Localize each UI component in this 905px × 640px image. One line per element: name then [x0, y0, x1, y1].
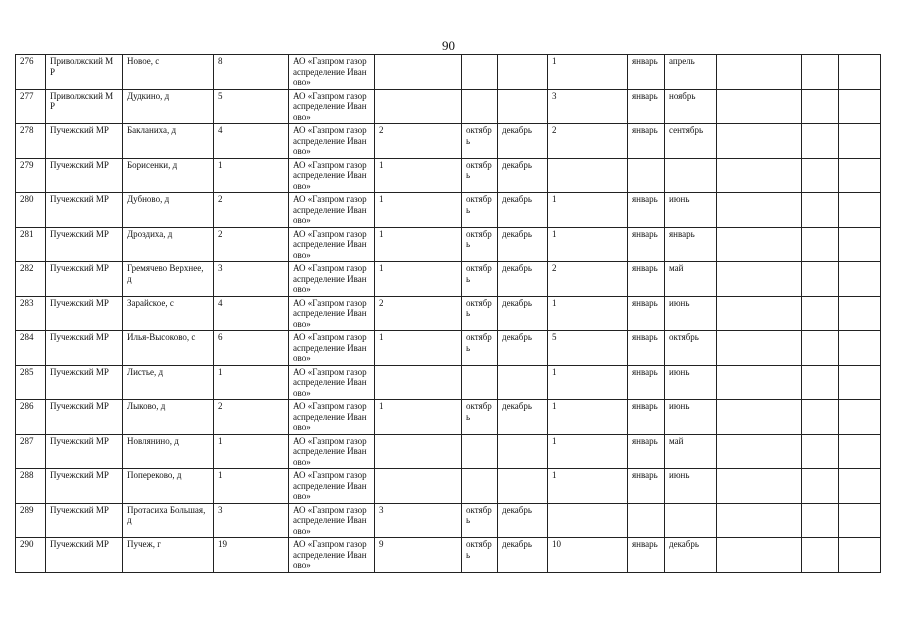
- table-cell: Пучежский МР: [46, 158, 123, 193]
- table-cell: 1: [375, 262, 462, 297]
- table-cell: Пучежский МР: [46, 124, 123, 159]
- table-cell: Пучежский МР: [46, 193, 123, 228]
- table-cell: январь: [628, 400, 665, 435]
- table-cell: октябрь: [462, 262, 498, 297]
- table-cell: октябрь: [462, 503, 498, 538]
- table-row: [16, 400, 881, 435]
- table-cell: 1: [375, 331, 462, 366]
- table-cell: Пучежский МР: [46, 296, 123, 331]
- table-cell: октябрь: [462, 400, 498, 435]
- table-cell: [375, 434, 462, 469]
- table-row: [16, 365, 881, 400]
- table-cell: [839, 262, 881, 297]
- table-cell: Пучежский МР: [46, 400, 123, 435]
- table-cell: 287: [16, 434, 46, 469]
- table-cell: Новлянино, д: [123, 434, 214, 469]
- table-cell: декабрь: [498, 227, 548, 262]
- table-cell: Бакланиха, д: [123, 124, 214, 159]
- table-cell: Дудкино, д: [123, 89, 214, 124]
- table-cell: [665, 503, 717, 538]
- table-cell: май: [665, 262, 717, 297]
- table-cell: [717, 262, 802, 297]
- table-cell: [839, 331, 881, 366]
- table-cell: 278: [16, 124, 46, 159]
- table-cell: [717, 296, 802, 331]
- table-cell: [628, 503, 665, 538]
- table-cell: [665, 158, 717, 193]
- table-cell: [717, 227, 802, 262]
- table-cell: декабрь: [498, 158, 548, 193]
- table-cell: [839, 469, 881, 504]
- table-cell: 1: [548, 400, 628, 435]
- table-cell: июнь: [665, 193, 717, 228]
- table-cell: [717, 503, 802, 538]
- table-cell: Приволжский МР: [46, 55, 123, 90]
- table-row: [16, 296, 881, 331]
- table-cell: июнь: [665, 365, 717, 400]
- table-cell: Пучежский МР: [46, 503, 123, 538]
- table-cell: январь: [628, 434, 665, 469]
- table-cell: Протасиха Большая, д: [123, 503, 214, 538]
- table-cell: 285: [16, 365, 46, 400]
- table-cell: 288: [16, 469, 46, 504]
- table-cell: АО «Газпром газораспределение Иваново»: [289, 503, 375, 538]
- table-cell: Пучежский МР: [46, 227, 123, 262]
- table-cell: [839, 158, 881, 193]
- table-cell: 283: [16, 296, 46, 331]
- table-row: [16, 262, 881, 297]
- table-cell: [802, 296, 839, 331]
- table-cell: декабрь: [665, 538, 717, 573]
- table-cell: 1: [375, 193, 462, 228]
- table-cell: АО «Газпром газораспределение Иваново»: [289, 124, 375, 159]
- table-cell: октябрь: [462, 193, 498, 228]
- table-cell: Гремячево Верхнее, д: [123, 262, 214, 297]
- table-cell: январь: [628, 55, 665, 90]
- table-cell: 3: [548, 89, 628, 124]
- table-cell: апрель: [665, 55, 717, 90]
- table-cell: 279: [16, 158, 46, 193]
- table-row: [16, 55, 881, 90]
- table-cell: АО «Газпром газораспределение Иваново»: [289, 55, 375, 90]
- table-cell: 1: [548, 227, 628, 262]
- table-cell: 4: [214, 296, 289, 331]
- table-cell: декабрь: [498, 503, 548, 538]
- table-cell: Пучежский МР: [46, 365, 123, 400]
- table-cell: январь: [628, 331, 665, 366]
- table-cell: [802, 193, 839, 228]
- table-cell: июнь: [665, 400, 717, 435]
- table-cell: [839, 89, 881, 124]
- table-cell: 5: [548, 331, 628, 366]
- table-cell: январь: [628, 89, 665, 124]
- table-cell: 3: [214, 503, 289, 538]
- table-cell: 1: [548, 365, 628, 400]
- table-cell: Пучежский МР: [46, 262, 123, 297]
- table-cell: май: [665, 434, 717, 469]
- table-cell: АО «Газпром газораспределение Иваново»: [289, 262, 375, 297]
- table-cell: [839, 503, 881, 538]
- table-cell: ноябрь: [665, 89, 717, 124]
- table-cell: [717, 469, 802, 504]
- table-cell: июнь: [665, 296, 717, 331]
- table-cell: 1: [548, 296, 628, 331]
- table-cell: АО «Газпром газораспределение Иваново»: [289, 469, 375, 504]
- table-cell: [839, 296, 881, 331]
- table-cell: декабрь: [498, 124, 548, 159]
- table-cell: Пучежский МР: [46, 469, 123, 504]
- table-cell: [802, 538, 839, 573]
- table-row: [16, 227, 881, 262]
- table-cell: Новое, с: [123, 55, 214, 90]
- table-cell: Приволжский МР: [46, 89, 123, 124]
- table-cell: 6: [214, 331, 289, 366]
- table-cell: Лыково, д: [123, 400, 214, 435]
- table-cell: [462, 434, 498, 469]
- table-cell: 280: [16, 193, 46, 228]
- table-cell: 1: [375, 227, 462, 262]
- table-cell: Пучежский МР: [46, 331, 123, 366]
- table-cell: 1: [548, 469, 628, 504]
- table-row: [16, 193, 881, 228]
- table-cell: 1: [214, 158, 289, 193]
- table-cell: январь: [628, 262, 665, 297]
- table-cell: 2: [214, 227, 289, 262]
- table-cell: 9: [375, 538, 462, 573]
- table-cell: Дубново, д: [123, 193, 214, 228]
- table-cell: 1: [548, 193, 628, 228]
- table-cell: АО «Газпром газораспределение Иваново»: [289, 193, 375, 228]
- table-cell: [498, 89, 548, 124]
- table-cell: декабрь: [498, 331, 548, 366]
- table-row: [16, 469, 881, 504]
- table-cell: октябрь: [462, 124, 498, 159]
- table-cell: АО «Газпром газораспределение Иваново»: [289, 296, 375, 331]
- page-number: 90: [442, 38, 455, 53]
- table-cell: [802, 89, 839, 124]
- table-cell: [462, 365, 498, 400]
- table-cell: АО «Газпром газораспределение Иваново»: [289, 434, 375, 469]
- table-cell: 286: [16, 400, 46, 435]
- table-cell: январь: [628, 365, 665, 400]
- table-cell: январь: [628, 193, 665, 228]
- table-cell: 1: [214, 365, 289, 400]
- table-cell: январь: [628, 227, 665, 262]
- table-cell: Зарайское, с: [123, 296, 214, 331]
- table-cell: декабрь: [498, 538, 548, 573]
- table-cell: 1: [548, 434, 628, 469]
- table-cell: [462, 89, 498, 124]
- table-cell: 19: [214, 538, 289, 573]
- table-cell: [498, 469, 548, 504]
- table-cell: АО «Газпром газораспределение Иваново»: [289, 89, 375, 124]
- table-cell: [802, 124, 839, 159]
- table-cell: 2: [375, 296, 462, 331]
- table-cell: [717, 400, 802, 435]
- table-cell: октябрь: [462, 296, 498, 331]
- table-cell: 8: [214, 55, 289, 90]
- table-cell: [548, 158, 628, 193]
- table-cell: январь: [665, 227, 717, 262]
- table-row: [16, 89, 881, 124]
- table-cell: [839, 55, 881, 90]
- table-row: [16, 331, 881, 366]
- table-cell: 10: [548, 538, 628, 573]
- table-cell: [717, 89, 802, 124]
- table-cell: [498, 55, 548, 90]
- table-cell: [839, 538, 881, 573]
- table-cell: декабрь: [498, 193, 548, 228]
- table-cell: 289: [16, 503, 46, 538]
- table-cell: октябрь: [462, 538, 498, 573]
- table-cell: [839, 124, 881, 159]
- table-cell: октябрь: [462, 227, 498, 262]
- table-cell: [717, 55, 802, 90]
- table-cell: АО «Газпром газораспределение Иваново»: [289, 158, 375, 193]
- table-cell: 3: [375, 503, 462, 538]
- table-cell: 2: [548, 262, 628, 297]
- table-cell: [717, 365, 802, 400]
- table-cell: июнь: [665, 469, 717, 504]
- table-cell: 290: [16, 538, 46, 573]
- table-cell: сентябрь: [665, 124, 717, 159]
- table-cell: 1: [375, 158, 462, 193]
- table-cell: [717, 158, 802, 193]
- table-cell: [802, 158, 839, 193]
- table-cell: [802, 55, 839, 90]
- table-cell: [462, 469, 498, 504]
- table-cell: Пучежский МР: [46, 538, 123, 573]
- table-cell: октябрь: [462, 158, 498, 193]
- table-cell: Борисенки, д: [123, 158, 214, 193]
- table-cell: январь: [628, 469, 665, 504]
- table-cell: декабрь: [498, 296, 548, 331]
- table-cell: [375, 55, 462, 90]
- table-cell: январь: [628, 124, 665, 159]
- table-cell: [802, 365, 839, 400]
- table-cell: 2: [375, 124, 462, 159]
- table-cell: [839, 434, 881, 469]
- table-cell: [802, 434, 839, 469]
- table-cell: январь: [628, 538, 665, 573]
- table-cell: [375, 365, 462, 400]
- table-cell: октябрь: [462, 331, 498, 366]
- table-cell: [717, 193, 802, 228]
- table-cell: [717, 538, 802, 573]
- table-cell: 1: [375, 400, 462, 435]
- table-cell: [498, 434, 548, 469]
- table-row: [16, 124, 881, 159]
- table-cell: 276: [16, 55, 46, 90]
- table-cell: АО «Газпром газораспределение Иваново»: [289, 331, 375, 366]
- table-row: [16, 158, 881, 193]
- table-cell: октябрь: [665, 331, 717, 366]
- table-cell: [802, 503, 839, 538]
- table-cell: 2: [214, 400, 289, 435]
- table-cell: 282: [16, 262, 46, 297]
- table-cell: 2: [548, 124, 628, 159]
- table-cell: [462, 55, 498, 90]
- table-cell: Дроздиха, д: [123, 227, 214, 262]
- table-cell: 281: [16, 227, 46, 262]
- table-cell: [717, 124, 802, 159]
- table-cell: декабрь: [498, 400, 548, 435]
- table-cell: 277: [16, 89, 46, 124]
- table-cell: Попереково, д: [123, 469, 214, 504]
- table-cell: [548, 503, 628, 538]
- table-cell: 284: [16, 331, 46, 366]
- table-cell: [802, 262, 839, 297]
- table-cell: АО «Газпром газораспределение Иваново»: [289, 400, 375, 435]
- table-cell: АО «Газпром газораспределение Иваново»: [289, 227, 375, 262]
- table-cell: [802, 227, 839, 262]
- table-cell: Илья-Высоково, с: [123, 331, 214, 366]
- table-cell: [839, 193, 881, 228]
- table-row: [16, 538, 881, 573]
- table-cell: декабрь: [498, 262, 548, 297]
- table-cell: 5: [214, 89, 289, 124]
- table-cell: 3: [214, 262, 289, 297]
- table-cell: Пучеж, г: [123, 538, 214, 573]
- table-cell: 4: [214, 124, 289, 159]
- table-cell: Листье, д: [123, 365, 214, 400]
- table-cell: [802, 331, 839, 366]
- table-cell: [802, 469, 839, 504]
- data-table: [15, 54, 881, 573]
- table-cell: [839, 227, 881, 262]
- table-cell: Пучежский МР: [46, 434, 123, 469]
- table-cell: 1: [214, 469, 289, 504]
- table-cell: [839, 400, 881, 435]
- table-cell: 1: [214, 434, 289, 469]
- table-cell: [717, 434, 802, 469]
- table-row: [16, 434, 881, 469]
- table-cell: [628, 158, 665, 193]
- table-cell: [717, 331, 802, 366]
- table-cell: АО «Газпром газораспределение Иваново»: [289, 538, 375, 573]
- table-cell: январь: [628, 296, 665, 331]
- table-cell: [375, 89, 462, 124]
- table-cell: [839, 365, 881, 400]
- table-cell: [498, 365, 548, 400]
- table-cell: АО «Газпром газораспределение Иваново»: [289, 365, 375, 400]
- table-row: [16, 503, 881, 538]
- table-cell: 2: [214, 193, 289, 228]
- table-cell: [375, 469, 462, 504]
- table-cell: 1: [548, 55, 628, 90]
- table-cell: [802, 400, 839, 435]
